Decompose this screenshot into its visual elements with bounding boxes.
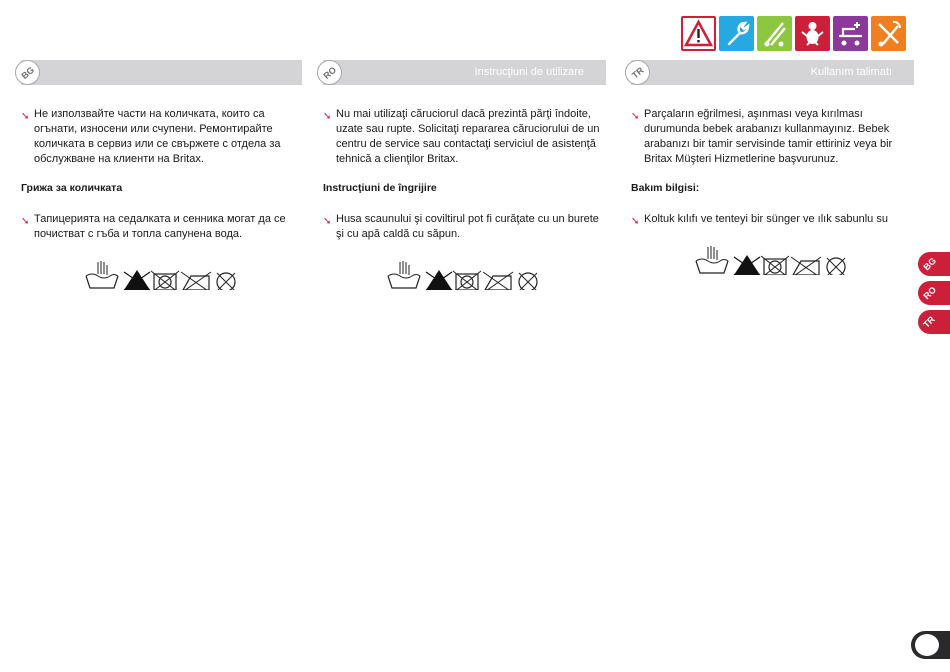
care-bullet	[323, 212, 606, 242]
language-badge: BG	[10, 55, 45, 90]
warning-icon	[681, 16, 716, 51]
section-header	[21, 60, 302, 85]
hand-wash-icon	[696, 246, 728, 273]
language-badge: RO	[312, 55, 347, 90]
page-dot-icon	[915, 634, 939, 656]
instruction-bullet	[323, 107, 606, 167]
tab-bg[interactable]: BG	[918, 252, 950, 276]
hand-wash-icon	[86, 261, 118, 288]
category-icons	[681, 16, 906, 51]
bullet-text: Husa scaunului şi coviltirul pot fi curăţate cu un burete şi cu apă caldă cu săpun.	[336, 213, 599, 240]
no-bleach-icon	[734, 255, 760, 275]
instruction-bullet	[631, 107, 914, 167]
no-dry-clean-icon	[827, 258, 845, 275]
stroller-icon	[757, 16, 792, 51]
no-bleach-icon	[124, 270, 150, 290]
instruction-bullet	[21, 107, 302, 167]
child-seat-icon	[795, 16, 830, 51]
no-iron-icon	[181, 272, 211, 290]
language-tabs	[918, 252, 950, 339]
tab-ro[interactable]: RO	[918, 281, 950, 305]
fold-stroller-icon	[871, 16, 906, 51]
no-dry-clean-icon	[217, 273, 235, 290]
no-iron-icon	[791, 257, 821, 275]
arrow-icon: ➘	[323, 216, 332, 227]
header-title: Instrucţiuni de utilizare	[474, 66, 584, 78]
column-tr	[631, 60, 914, 280]
arrow-icon: ➘	[631, 111, 640, 122]
stroller-accessories-icon	[833, 16, 868, 51]
bullet-text: Тапицерията на седалката и сенника могат да се почистват с гъба и топла сапунена вода.	[34, 213, 286, 240]
wrench-icon	[719, 16, 754, 51]
page-tab[interactable]	[911, 631, 950, 659]
bullet-text: Nu mai utilizaţi căruciorul dacă prezintă părţi îndoite, uzate sau rupte. Solicitaţi repararea căruciorului de un centru de service sau contactaţi serviciul de asistenţă tehnică a clienţilor Britax.	[336, 108, 600, 165]
no-bleach-icon	[426, 270, 452, 290]
care-bullet	[631, 212, 914, 227]
bullet-text: Parçaların eğrilmesi, aşınması veya kırılması durumunda bebek arabanızı kullanmayınız. Bebek arabanızı bir tamir servisinde tamir ettiriniz veya bir Britax Müşteri Hizmetlerine başvurunuz.	[644, 108, 893, 165]
arrow-icon: ➘	[631, 216, 640, 227]
care-symbols	[84, 260, 249, 290]
bullet-text: Не използвайте части на количката, които са огънати, износени или счупени. Ремонтирайте количката в сервиз или се свържете с отдела за обслужване на клиенти на Britax.	[34, 108, 281, 165]
no-tumble-dry-icon	[453, 271, 481, 290]
section-title: Instrucţiuni de îngrijire	[323, 182, 437, 194]
column-bg	[21, 60, 302, 295]
arrow-icon: ➘	[21, 111, 30, 122]
no-iron-icon	[483, 272, 513, 290]
arrow-icon: ➘	[323, 111, 332, 122]
tab-tr[interactable]: TR	[918, 310, 950, 334]
section-header	[323, 60, 606, 85]
language-badge: TR	[620, 55, 655, 90]
care-symbols	[386, 260, 551, 290]
care-symbols	[694, 245, 859, 275]
bullet-text: Koltuk kılıfı ve tenteyi bir sünger ve ılık sabunlu su	[644, 213, 888, 225]
no-dry-clean-icon	[519, 273, 537, 290]
hand-wash-icon	[388, 261, 420, 288]
header-title: Kullanım talimatı	[810, 66, 892, 78]
care-bullet	[21, 212, 302, 242]
section-title: Грижа за количката	[21, 182, 123, 194]
no-tumble-dry-icon	[761, 256, 789, 275]
arrow-icon: ➘	[21, 216, 30, 227]
no-tumble-dry-icon	[151, 271, 179, 290]
section-header	[631, 60, 914, 85]
section-title: Bakım bilgisi:	[631, 182, 700, 194]
column-ro	[323, 60, 606, 295]
